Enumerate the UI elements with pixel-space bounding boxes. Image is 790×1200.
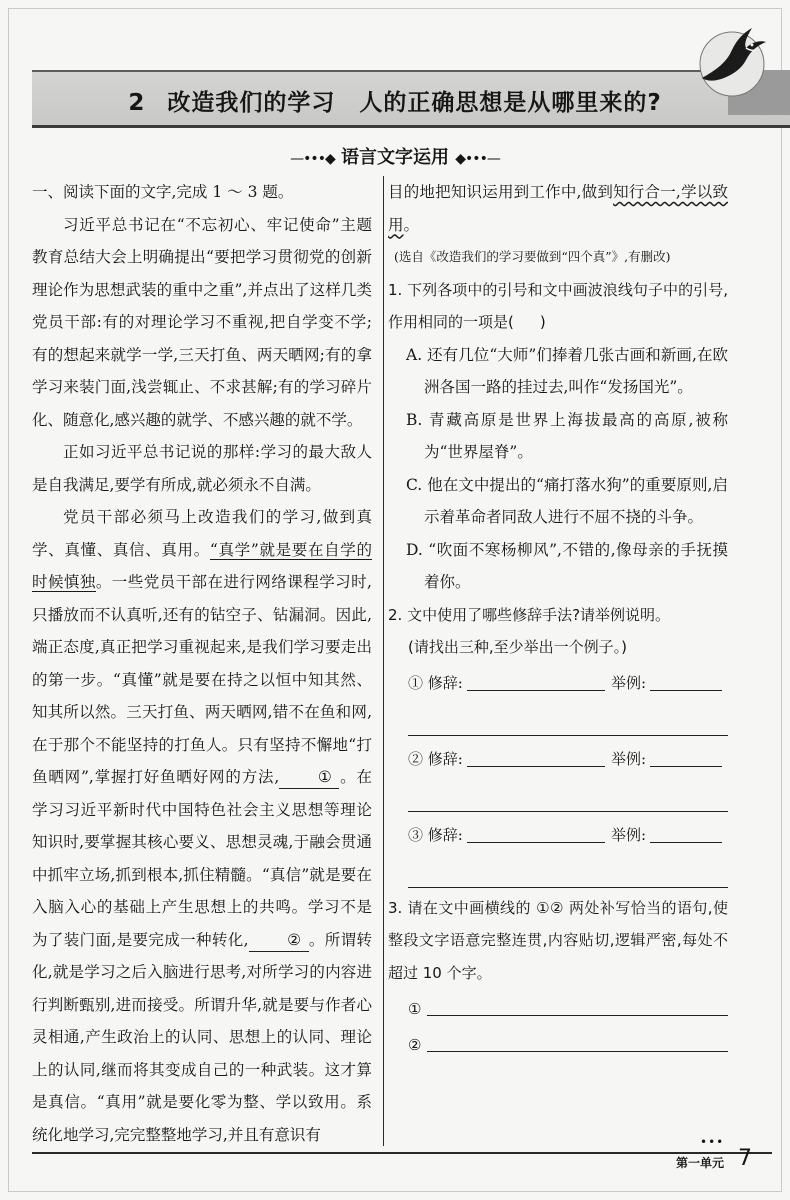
q2-row-2-example-line[interactable] <box>650 766 722 767</box>
q2-row-2-example-label: 举例: <box>610 750 646 768</box>
q2-row-1-extra-line[interactable] <box>408 700 728 736</box>
q3-fill-1-line[interactable] <box>427 1015 728 1016</box>
q1-option-a: A. 还有几位“大师”们捧着几张古画和新画,在欧洲各国一路的挂过去,叫作“发扬国光”。 <box>406 345 728 396</box>
q3-fill-2-marker: ② <box>408 1035 422 1054</box>
q2-row-3-label: ③ 修辞: <box>408 826 463 844</box>
q2-row-2-label: ② 修辞: <box>408 750 463 768</box>
passage-column <box>32 176 372 1151</box>
footer-unit-label: 第一单元 <box>676 1156 725 1170</box>
p3-text-c: 。在学习习近平新时代中国特色社会主义思想等理论知识时,要掌握其核心要义、思想灵魂,于融会贯通中抓牢立场,抓到根本,抓住精髓。“真信”就是要在入脑入心的基础上产生思想上的共鸣。学习不是为了装门面,是要完成一种转化, <box>32 768 372 949</box>
q2-answer-row-2 <box>388 740 728 776</box>
q1-option-c: C. 他在文中提出的“痛打落水狗”的重要原则,启示着革命者同敌人进行不屈不挠的斗争。 <box>406 475 728 526</box>
page-title <box>0 84 790 117</box>
source-note: (选自《改造我们的学习要做到“四个真”》,有删改) <box>394 249 671 264</box>
q2-row-1-example-line[interactable] <box>650 690 722 691</box>
heading-decor-right: ◆•••— <box>455 151 500 167</box>
wavy-underlined-phrase: 知行合一,学以致用 <box>388 183 728 234</box>
q2-row-1-rhetoric-line[interactable] <box>467 690 605 691</box>
q2-answer-row-3 <box>388 816 728 852</box>
q2-row-2-rhetoric-line[interactable] <box>467 766 605 767</box>
q2-row-3-example-label: 举例: <box>610 826 646 844</box>
question-3-stem: 3. 请在文中画横线的 ①② 两处补写恰当的语句,使整段文字语意完整连贯,内容贴切,逻辑严密,每处不超过 10 个字。 <box>388 898 728 982</box>
question-2-stem: 2. 文中使用了哪些修辞手法?请举例说明。 <box>388 605 671 624</box>
q3-fill-1-marker: ① <box>408 999 422 1018</box>
q1-stem-text: 1. 下列各项中的引号和文中画波浪线句子中的引号,作用相同的一项是( <box>388 280 728 331</box>
question-1-stem <box>388 274 728 339</box>
fill-blank-2: ② <box>249 929 309 952</box>
q3-fill-row-1 <box>388 989 728 1025</box>
q3-fill-row-2 <box>388 1025 728 1061</box>
lesson-title: 改造我们的学习 人的正确思想是从哪里来的? <box>167 90 662 116</box>
section-heading <box>0 143 790 169</box>
underlined-sentence: “真学”就是要在自学的时候慎独 <box>32 540 372 591</box>
q2-row-1-example-label: 举例: <box>610 674 646 692</box>
q3-fill-2-line[interactable] <box>427 1051 728 1052</box>
p3-text-b: 。一些党员干部在进行网络课程学习时,只播放而不认真听,还有的钻空子、钻漏洞。因此,端正态度,真正把学习重视起来,是我们学习要走出的第一步。“真懂”就是要在持之以恒中知其然、知其所以然。三天打鱼、两天晒网,错不在鱼和网,在于那个不能坚持的打鱼人。只有坚持不懈地“打鱼晒网”,掌握打好鱼晒好网的方法, <box>32 573 372 786</box>
passage-paragraph-1: 习近平总书记在“不忘初心、牢记使命”主题教育总结大会上明确提出“要把学习贯彻党的创新理论作为思想武装的重中之重”,并点出了这样几类党员干部:有的对理论学习不重视,把自学变不学;有的想起来就学一学,三天打鱼、两天晒网;有的拿学习来装门面,浅尝辄止、不求甚解;有的学习碎片化、随意化,感兴趣的就学、不感兴趣的就不学。 <box>32 215 372 429</box>
continuation-text-a: 目的地把知识运用到工作中,做到 <box>388 183 614 201</box>
footer-rule <box>32 1152 772 1154</box>
q2-answer-row-1 <box>388 664 728 700</box>
column-divider <box>383 176 384 1146</box>
q2-row-2-extra-line[interactable] <box>408 776 728 812</box>
passage-continuation <box>388 176 728 241</box>
questions-column <box>388 176 728 1061</box>
fill-blank-1: ① <box>279 766 339 789</box>
question-2-sub: (请找出三种,至少举出一个例子。) <box>408 638 627 656</box>
q2-row-3-example-line[interactable] <box>650 842 722 843</box>
lesson-number: 2 <box>128 90 146 116</box>
continuation-text-b: 。 <box>403 215 420 234</box>
q1-option-d: D. “吹面不寒杨柳风”,不错的,像母亲的手抚摸着你。 <box>406 540 728 591</box>
q2-row-3-extra-line[interactable] <box>408 852 728 888</box>
passage-paragraph-2: 正如习近平总书记说的那样:学习的最大敌人是自我满足,要学有所成,就必须永不自满。 <box>32 443 372 494</box>
q1-option-b: B. 青藏高原是世界上海拔最高的高原,被称为“世界屋脊”。 <box>406 410 728 461</box>
footer-dots: ••• <box>700 1135 725 1149</box>
q2-row-1-label: ① 修辞: <box>408 674 463 692</box>
p3-text-a: 党员干部必须马上改造我们的学习,做到真学、真懂、真信、真用。 <box>32 508 372 559</box>
p3-text-d: 。所谓转化,就是学习之后入脑进行思考,对所学习的内容进行判断甄别,进而接受。所谓升华,就是要与作者心灵相通,产生政治上的认同、思想上的认同、理论上的认同,继而将其变成自己的一种武装。这才算是真信。“真用”就是要化零为整、学以致用。系统化地学习,完完整整地学习,并且有意识有 <box>32 930 372 1144</box>
section-heading-text: 语言文字运用 <box>341 147 449 168</box>
page-number: 7 <box>738 1146 752 1171</box>
heading-decor-left: —•••◆ <box>290 151 335 167</box>
passage-instruction: 一、阅读下面的文字,完成 1 ～ 3 题。 <box>32 183 294 201</box>
q1-paren-close: ) <box>539 313 546 331</box>
q2-row-3-rhetoric-line[interactable] <box>467 842 605 843</box>
passage-paragraph-3 <box>32 501 372 1151</box>
